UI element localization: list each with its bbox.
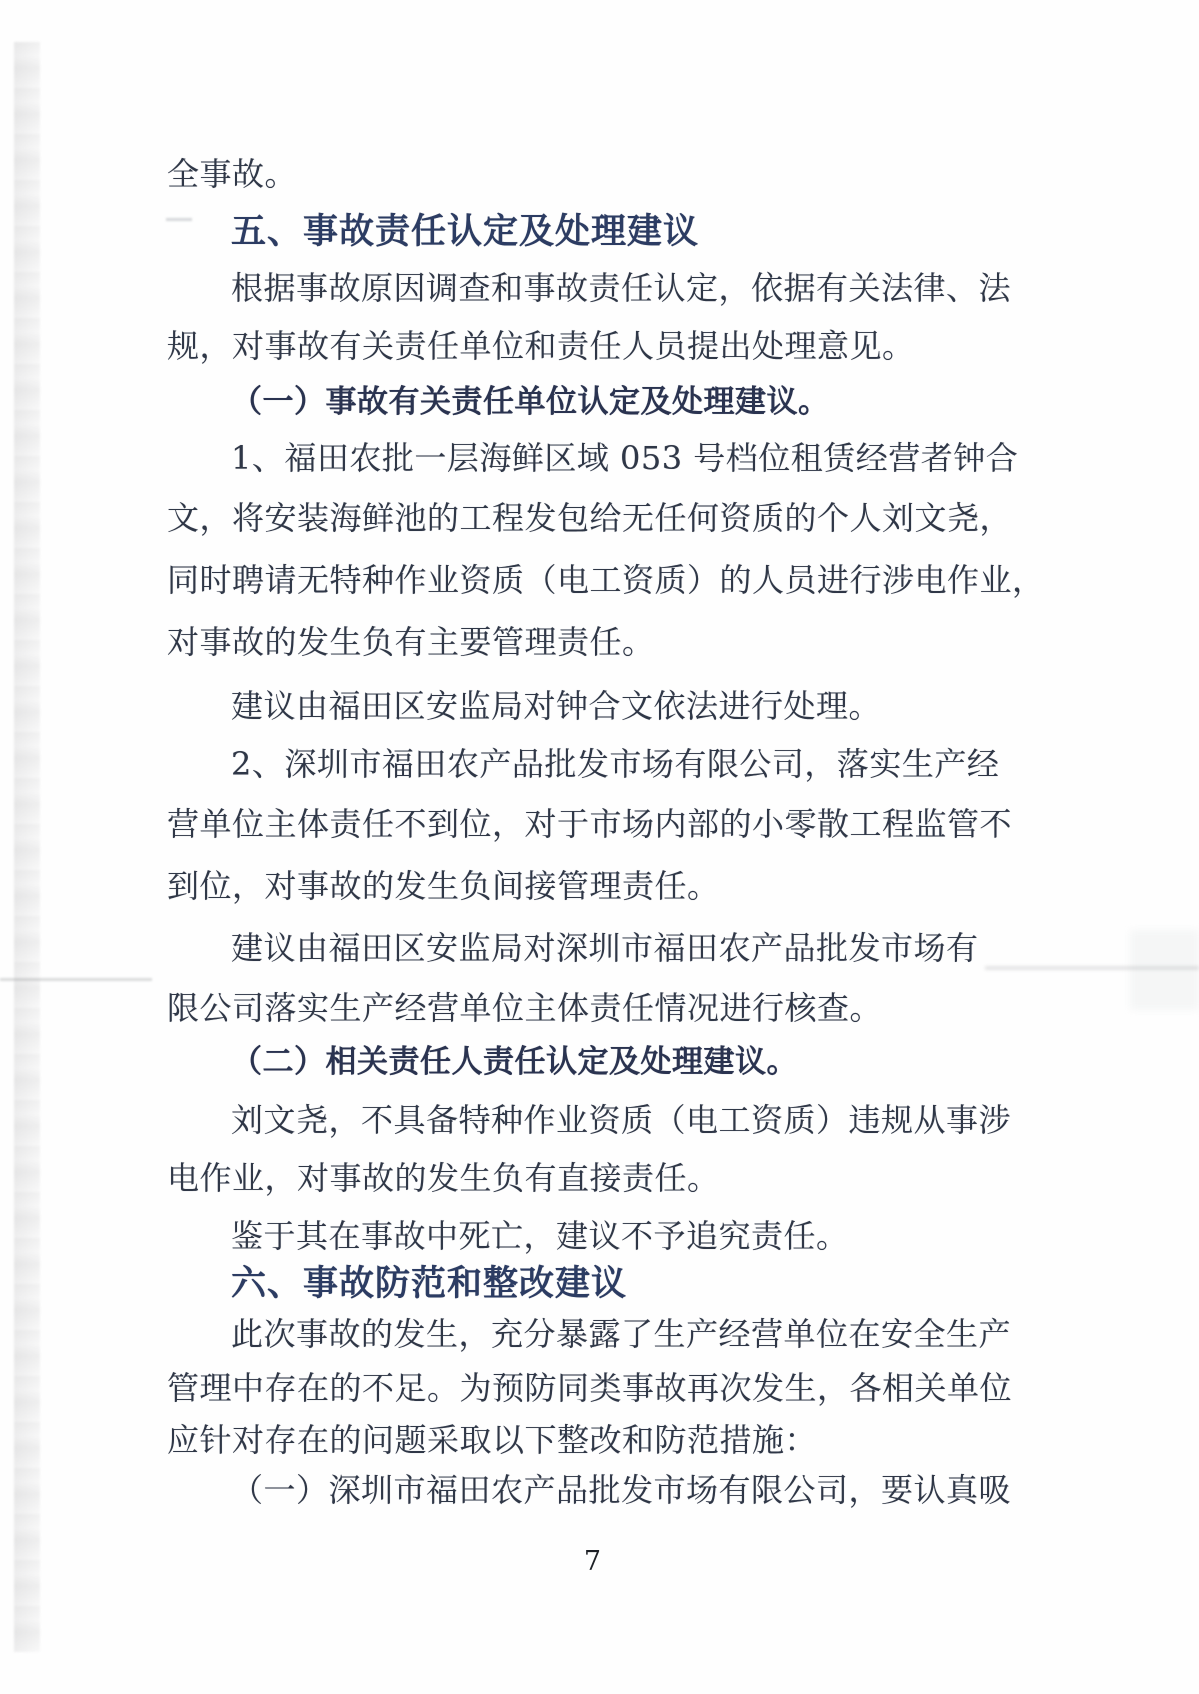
text-line: 对事故的发生负有主要管理责任。 (167, 623, 655, 661)
text-line: 鉴于其在事故中死亡，建议不予追究责任。 (231, 1217, 849, 1255)
text-line: 文，将安装海鲜池的工程发包给无任何资质的个人刘文尧， (167, 499, 1013, 537)
section-heading-6: 六、事故防范和整改建议 (231, 1264, 628, 1304)
subsection-heading-2: （二）相关责任人责任认定及处理建议。 (231, 1044, 798, 1080)
text-line: 建议由福田区安监局对钟合文依法进行处理。 (231, 687, 882, 725)
text-line: 管理中存在的不足。为预防同类事故再次发生，各相关单位 (167, 1369, 1013, 1407)
page-number: 7 (583, 1546, 602, 1577)
text-line: 全事故。 (167, 155, 298, 193)
text-line: 电作业，对事故的发生负有直接责任。 (167, 1159, 720, 1197)
text-line: 同时聘请无特种作业资质（电工资质）的人员进行涉电作业， (167, 561, 1045, 599)
subsection-heading-1: （一）事故有关责任单位认定及处理建议。 (231, 384, 830, 420)
text-line: 到位，对事故的发生负间接管理责任。 (167, 867, 720, 905)
text-line: 限公司落实生产经营单位主体责任情况进行核查。 (167, 989, 883, 1027)
text-line: 1、福田农批一层海鲜区域 053 号档位租赁经营者钟合 (231, 439, 1019, 477)
text-line: 2、深圳市福田农产品批发市场有限公司，落实生产经 (231, 745, 1000, 783)
text-line: 根据事故原因调查和事故责任认定，依据有关法律、法 (231, 269, 1012, 307)
text-line: 此次事故的发生，充分暴露了生产经营单位在安全生产 (231, 1315, 1012, 1353)
scan-artifact-dash (166, 218, 192, 221)
text-line: 营单位主体责任不到位，对于市场内部的小零散工程监管不 (167, 805, 1013, 843)
text-line: 建议由福田区安监局对深圳市福田农产品批发市场有 (231, 929, 979, 967)
text-line: 应针对存在的问题采取以下整改和防范措施： (167, 1421, 818, 1459)
text-line: （一）深圳市福田农产品批发市场有限公司，要认真吸 (231, 1471, 1012, 1509)
scan-artifact-left-band (14, 42, 40, 1652)
section-heading-5: 五、事故责任认定及处理建议 (231, 212, 700, 252)
text-line: 刘文尧，不具备特种作业资质（电工资质）违规从事涉 (231, 1101, 1012, 1139)
text-line: 规，对事故有关责任单位和责任人员提出处理意见。 (167, 327, 915, 365)
scan-artifact-streak-left (0, 978, 152, 981)
